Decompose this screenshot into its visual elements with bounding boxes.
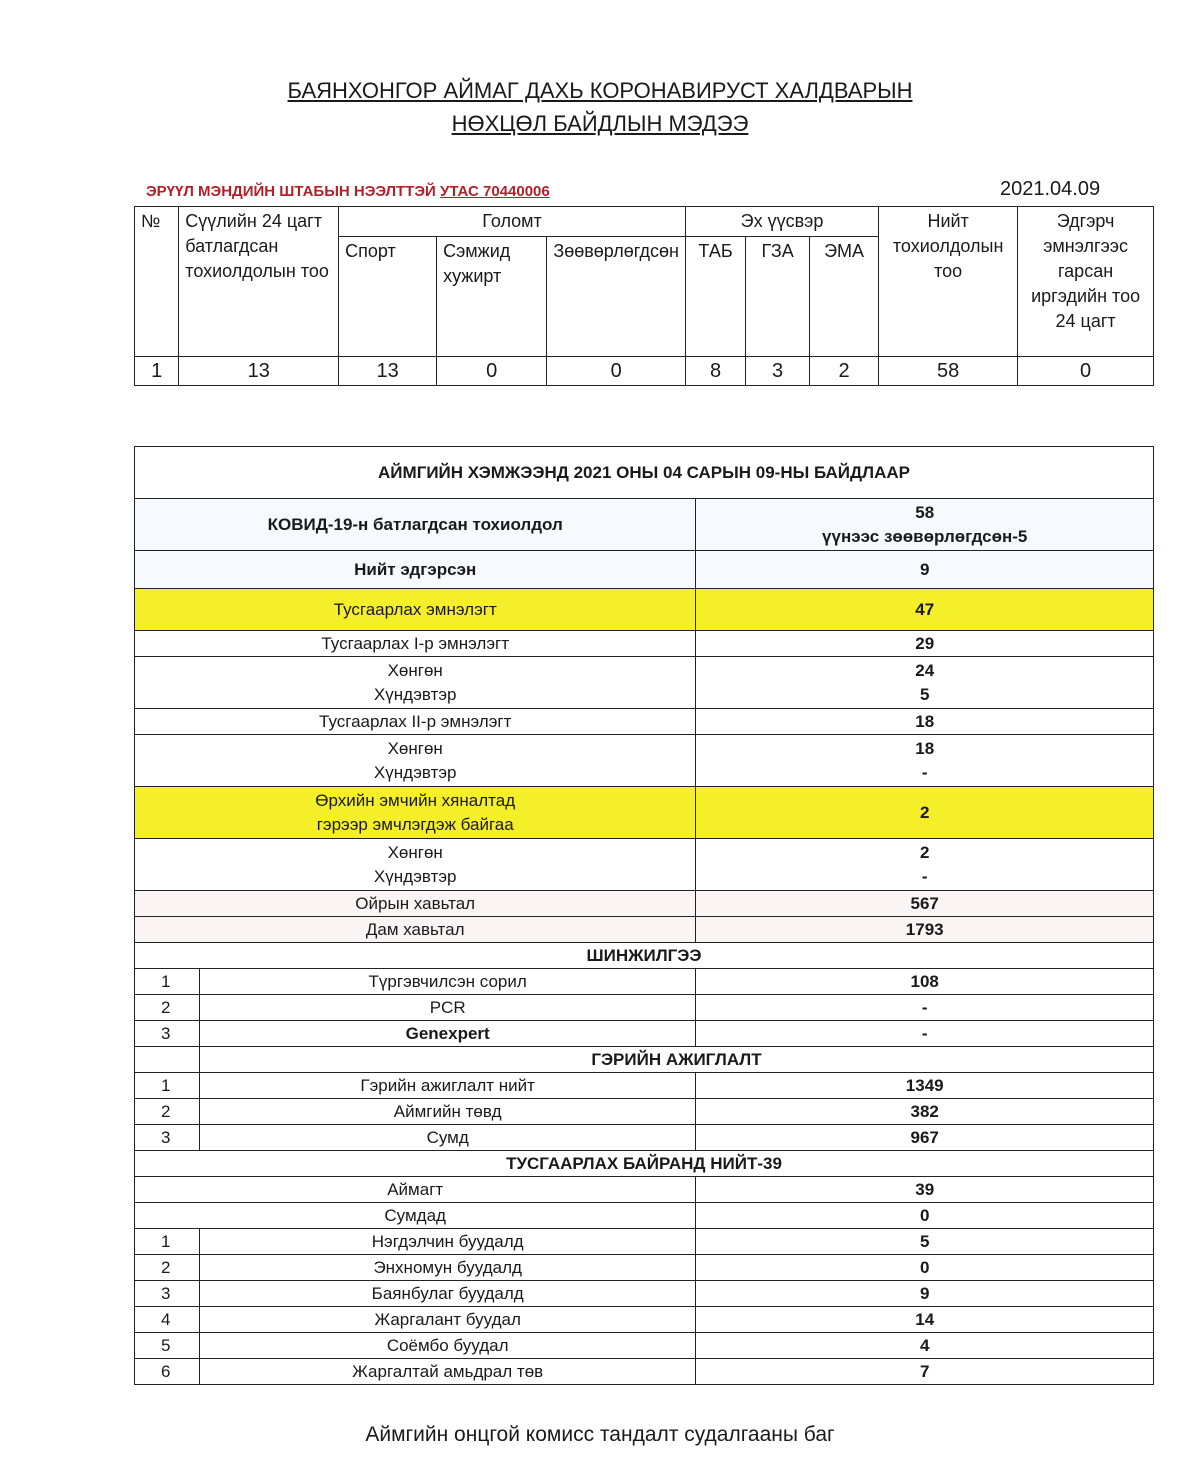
iso2-severe-value: - — [921, 762, 928, 782]
hotline — [146, 183, 550, 200]
test-value: 108 — [696, 969, 1154, 995]
quarantine-no: 2 — [135, 1255, 200, 1281]
quarantine-label: Энхномун буудалд — [199, 1255, 695, 1281]
cell-family: 0 — [437, 357, 547, 386]
hdr-no: № — [135, 207, 179, 357]
iso2-label: Тусгаарлах II-р эмнэлэгт — [135, 709, 696, 735]
hdr-daily: Сүүлийн 24 цагт батлагдсан тохиолдолын тоо — [179, 207, 339, 357]
table-row — [135, 969, 1154, 995]
iso1-label: Тусгаарлах I-р эмнэлэгт — [135, 631, 696, 657]
confirmed-cell — [696, 499, 1154, 551]
obs-value: 967 — [696, 1125, 1154, 1151]
quarantine-value: 7 — [696, 1359, 1154, 1385]
quarantine-no: 6 — [135, 1359, 200, 1385]
home-mild-value: 2 — [919, 842, 930, 862]
status-table — [134, 446, 1154, 1385]
confirmed-value: 58 — [915, 502, 935, 522]
obs-no: 3 — [135, 1125, 200, 1151]
home-breakdown-values — [696, 839, 1154, 891]
tests-heading: ШИНЖИЛГЭЭ — [135, 943, 1154, 969]
quarantine-value: 5 — [696, 1229, 1154, 1255]
obs-value: 1349 — [696, 1073, 1154, 1099]
iso2-severe-label: Хүндэвтэр — [373, 762, 457, 782]
quarantine-label: Жаргалант буудал — [199, 1307, 695, 1333]
quarantine-label: Жаргалтай амьдрал төв — [199, 1359, 695, 1385]
cell-recovered: 0 — [1018, 357, 1154, 386]
test-no: 1 — [135, 969, 200, 995]
home-severe-label: Хүндэвтэр — [373, 866, 457, 886]
doc-title-line2: НӨХЦӨЛ БАЙДЛЫН МЭДЭЭ — [451, 111, 749, 136]
hdr-total: Нийт тохиолдолын тоо — [879, 207, 1018, 357]
iso2-mild-label: Хөнгөн — [387, 738, 443, 758]
confirmed-label: КОВИД-19-н батлагдсан тохиолдол — [135, 499, 696, 551]
empty-cell — [135, 1047, 200, 1073]
table-row — [135, 995, 1154, 1021]
cell-daily: 13 — [179, 357, 339, 386]
iso2-mild-value: 18 — [915, 738, 935, 758]
confirmed-note: үүнээс зөөвөрлөгдсөн-5 — [822, 526, 1028, 546]
secondary-contact-value: 1793 — [696, 917, 1154, 943]
obs-no: 1 — [135, 1073, 200, 1099]
quarantine-label: Нэгдэлчин буудалд — [199, 1229, 695, 1255]
footer-signature: Аймгийн онцгой комисс тандалт судалгааны баг — [365, 1423, 835, 1446]
table-row — [135, 1021, 1154, 1047]
table-row — [135, 1099, 1154, 1125]
close-contact-value: 567 — [696, 891, 1154, 917]
obs-label: Сумд — [199, 1125, 695, 1151]
quarantine-no: 5 — [135, 1333, 200, 1359]
table-row — [135, 1307, 1154, 1333]
soum-value: 0 — [696, 1203, 1154, 1229]
iso1-mild-label: Хөнгөн — [387, 660, 443, 680]
iso1-mild-value: 24 — [915, 660, 935, 680]
home-care-value: 2 — [696, 787, 1154, 839]
doc-title-line1: БАЯНХОНГОР АЙМАГ ДАХЬ КОРОНАВИРУСТ ХАЛДВАРЫН — [287, 78, 913, 103]
hdr-recovered: Эдгэрч эмнэлгээс гарсан иргэдийн тоо 24 цагт — [1018, 207, 1154, 357]
quarantine-label: Баянбулаг буудалд — [199, 1281, 695, 1307]
test-label: PCR — [199, 995, 695, 1021]
report-date: 2021.04.09 — [1000, 178, 1101, 200]
table-row — [135, 1333, 1154, 1359]
table-row — [135, 1359, 1154, 1385]
hdr-tab: ТАБ — [685, 237, 745, 357]
iso1-value: 29 — [696, 631, 1154, 657]
hdr-source: Эх үүсвэр — [685, 207, 878, 237]
status-heading: АЙМГИЙН ХЭМЖЭЭНД 2021 ОНЫ 04 САРЫН 09-НЫ БАЙДЛААР — [135, 447, 1154, 499]
table-row — [135, 1255, 1154, 1281]
hdr-gza: ГЗА — [746, 237, 810, 357]
iso2-value: 18 — [696, 709, 1154, 735]
test-label: Genexpert — [199, 1021, 695, 1047]
iso1-breakdown — [135, 657, 696, 709]
cell-sport: 13 — [339, 357, 437, 386]
hdr-ema: ЭМА — [810, 237, 879, 357]
recovered-label: Нийт эдгэрсэн — [135, 551, 696, 589]
isolation-label: Тусгаарлах эмнэлэгт — [135, 589, 696, 631]
test-no: 2 — [135, 995, 200, 1021]
home-care-label-line2: гэрээр эмчлэгдэж байгаа — [316, 814, 514, 834]
cell-gza: 3 — [746, 357, 810, 386]
quarantine-no: 4 — [135, 1307, 200, 1333]
test-value: - — [696, 1021, 1154, 1047]
hdr-sport: Спорт — [339, 237, 437, 357]
iso2-breakdown — [135, 735, 696, 787]
home-care-label-line1: Өрхийн эмчийн хяналтад — [315, 790, 516, 810]
cell-no: 1 — [135, 357, 179, 386]
quarantine-value: 4 — [696, 1333, 1154, 1359]
home-care-label — [135, 787, 696, 839]
obs-label: Гэрийн ажиглалт нийт — [199, 1073, 695, 1099]
aimag-value: 39 — [696, 1177, 1154, 1203]
summary-table — [134, 206, 1154, 386]
table-row — [135, 1229, 1154, 1255]
hdr-imported: Зөөвөрлөгдсөн — [547, 237, 686, 357]
table-row — [135, 1281, 1154, 1307]
test-label: Түргэвчилсэн сорил — [199, 969, 695, 995]
home-observation-heading: ГЭРИЙН АЖИГЛАЛТ — [199, 1047, 1153, 1073]
cell-tab: 8 — [685, 357, 745, 386]
table-row — [135, 1073, 1154, 1099]
quarantine-no: 1 — [135, 1229, 200, 1255]
iso1-severe-label: Хүндэвтэр — [373, 684, 457, 704]
quarantine-label: Соёмбо буудал — [199, 1333, 695, 1359]
cell-imported: 0 — [547, 357, 686, 386]
obs-no: 2 — [135, 1099, 200, 1125]
test-no: 3 — [135, 1021, 200, 1047]
obs-value: 382 — [696, 1099, 1154, 1125]
table-row — [135, 1125, 1154, 1151]
iso1-severe-value: 5 — [919, 684, 930, 704]
iso1-breakdown-values — [696, 657, 1154, 709]
obs-label: Аймгийн төвд — [199, 1099, 695, 1125]
hdr-cluster: Голомт — [339, 207, 686, 237]
cell-total: 58 — [879, 357, 1018, 386]
secondary-contact-label: Дам хавьтал — [135, 917, 696, 943]
hdr-family: Сэмжид хужирт — [437, 237, 547, 357]
isolation-value: 47 — [696, 589, 1154, 631]
test-value: - — [696, 995, 1154, 1021]
home-severe-value: - — [921, 866, 928, 886]
soum-label: Сумдад — [135, 1203, 696, 1229]
home-breakdown — [135, 839, 696, 891]
hotline-label: ЭРҮҮЛ МЭНДИЙН ШТАБЫН НЭЭЛТТЭЙ — [146, 183, 436, 200]
home-mild-label: Хөнгөн — [387, 842, 443, 862]
close-contact-label: Ойрын хавьтал — [135, 891, 696, 917]
recovered-value: 9 — [696, 551, 1154, 589]
quarantine-value: 14 — [696, 1307, 1154, 1333]
hotline-phone: УТАС 70440006 — [439, 183, 550, 200]
quarantine-heading: ТУСГААРЛАХ БАЙРАНД НИЙТ-39 — [135, 1151, 1154, 1177]
quarantine-value: 0 — [696, 1255, 1154, 1281]
iso2-breakdown-values — [696, 735, 1154, 787]
quarantine-value: 9 — [696, 1281, 1154, 1307]
cell-ema: 2 — [810, 357, 879, 386]
quarantine-no: 3 — [135, 1281, 200, 1307]
aimag-label: Аймагт — [135, 1177, 696, 1203]
